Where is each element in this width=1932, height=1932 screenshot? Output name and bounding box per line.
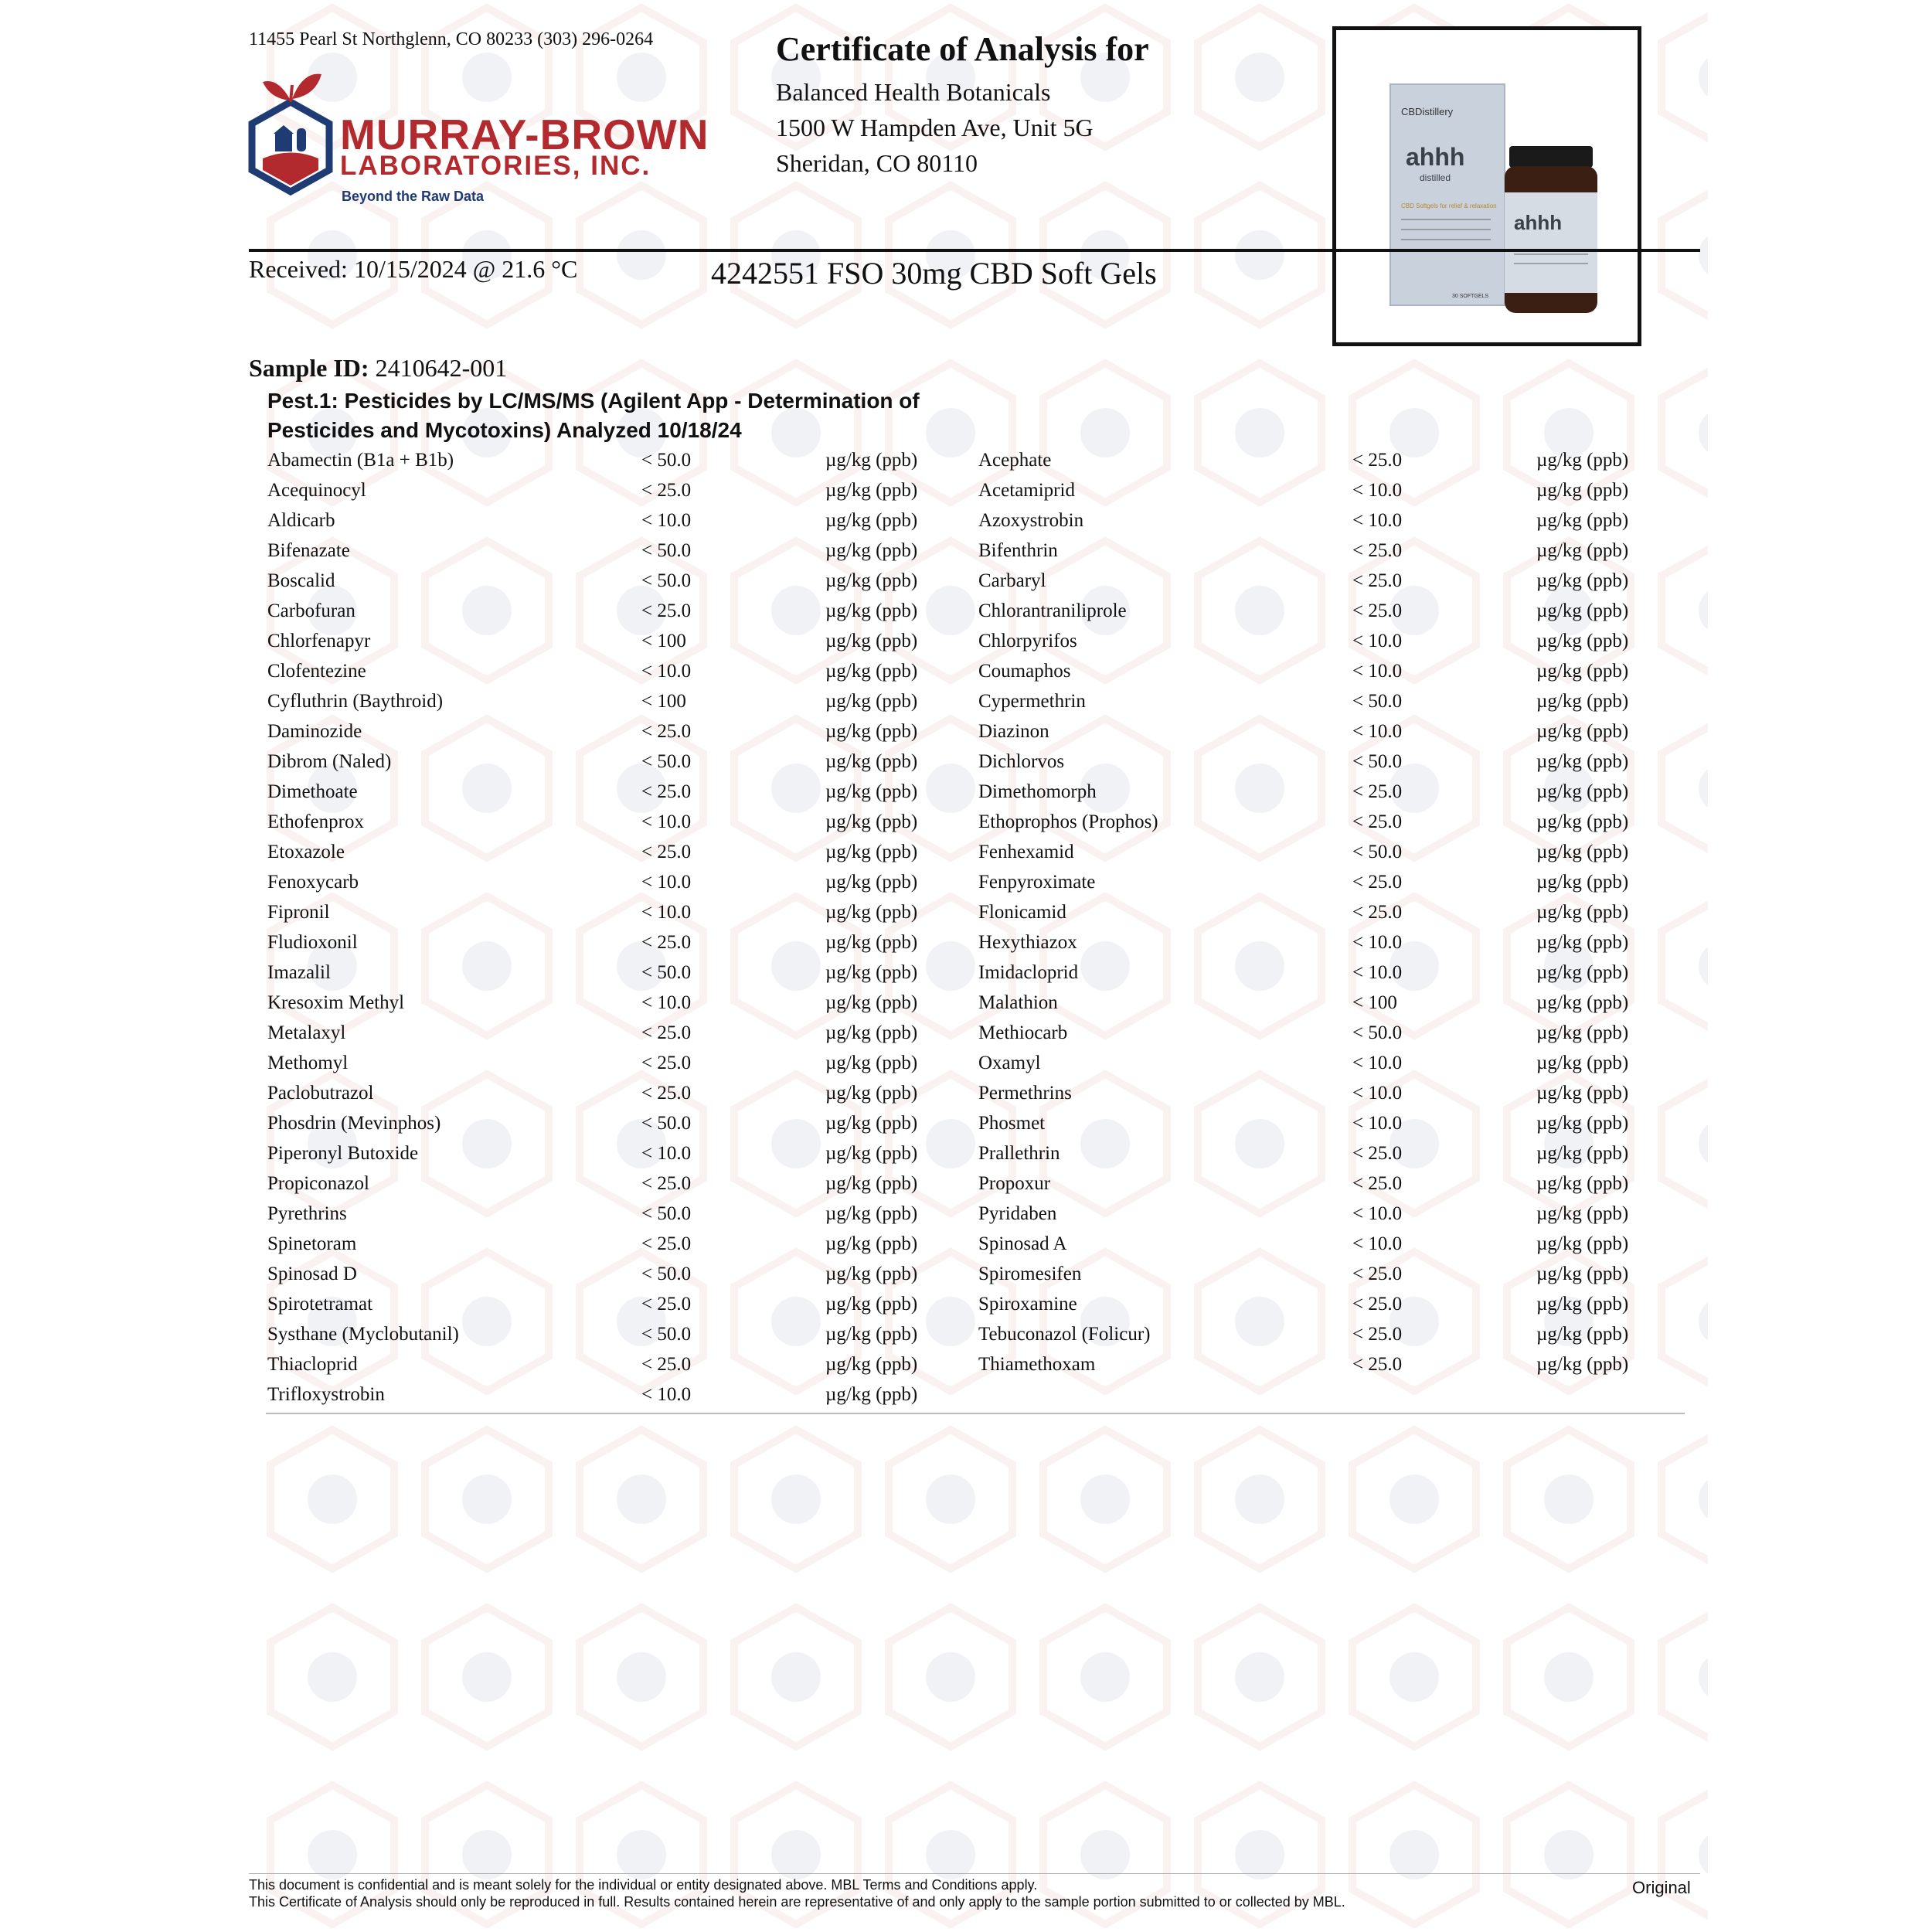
analyte-unit: µg/kg (ppb) xyxy=(825,691,918,712)
analyte-name: Bifenthrin xyxy=(978,540,1058,561)
footer-disclaimer xyxy=(249,1876,1345,1910)
client-name: Balanced Health Botanicals xyxy=(776,78,1051,106)
analyte-name: Spinosad D xyxy=(267,1264,357,1284)
result-row xyxy=(267,1143,932,1172)
box-count: 30 SOFTGELS xyxy=(1452,294,1489,299)
result-row xyxy=(267,1173,932,1202)
analyte-name: Etoxazole xyxy=(267,842,345,862)
result-row xyxy=(978,510,1643,539)
analyte-name: Acequinocyl xyxy=(267,480,366,501)
analyte-result: < 10.0 xyxy=(1352,721,1403,742)
analyte-name: Paclobutrazol xyxy=(267,1083,374,1104)
analyte-result: < 10.0 xyxy=(1352,1203,1403,1224)
footer-line-1: This document is confidential and is meant solely for the individual or entity designated above. MBL Terms and Conditions apply. xyxy=(249,1877,1038,1893)
analyte-unit: µg/kg (ppb) xyxy=(825,992,918,1013)
analyte-result: < 10.0 xyxy=(641,902,692,923)
analyte-result: < 25.0 xyxy=(1352,1173,1403,1194)
result-row xyxy=(267,842,932,871)
analyte-name: Imazalil xyxy=(267,962,331,983)
analyte-unit: µg/kg (ppb) xyxy=(825,1324,918,1345)
result-row xyxy=(267,932,932,961)
analyte-result: < 10.0 xyxy=(1352,962,1403,983)
analyte-unit: µg/kg (ppb) xyxy=(825,1143,918,1164)
result-row xyxy=(978,1264,1643,1293)
analyte-result: < 50.0 xyxy=(641,1324,692,1345)
analyte-name: Daminozide xyxy=(267,721,362,742)
analyte-name: Thiamethoxam xyxy=(978,1354,1096,1375)
analyte-unit: µg/kg (ppb) xyxy=(1536,631,1629,651)
result-row xyxy=(978,1143,1643,1172)
result-row xyxy=(978,842,1643,871)
analyte-name: Cyfluthrin (Baythroid) xyxy=(267,691,444,712)
result-row xyxy=(978,631,1643,660)
analyte-name: Azoxystrobin xyxy=(978,510,1084,531)
analyte-name: Dimethoate xyxy=(267,781,358,802)
result-row xyxy=(978,570,1643,600)
analyte-unit: µg/kg (ppb) xyxy=(825,1294,918,1315)
analyte-unit: µg/kg (ppb) xyxy=(825,751,918,772)
analyte-name: Fipronil xyxy=(267,902,330,923)
analyte-result: < 25.0 xyxy=(1352,1143,1403,1164)
analyte-result: < 10.0 xyxy=(1352,932,1403,953)
analyte-unit: µg/kg (ppb) xyxy=(1536,1324,1629,1345)
analyte-result: < 10.0 xyxy=(641,811,692,832)
analyte-unit: µg/kg (ppb) xyxy=(1536,1264,1629,1284)
result-row xyxy=(267,811,932,841)
analyte-unit: µg/kg (ppb) xyxy=(825,1354,918,1375)
analyte-result: < 10.0 xyxy=(1352,1083,1403,1104)
analyte-result: < 10.0 xyxy=(641,510,692,531)
analyte-result: < 25.0 xyxy=(1352,1294,1403,1315)
analyte-result: < 50.0 xyxy=(641,540,692,561)
analyte-result: < 10.0 xyxy=(641,1143,692,1164)
analyte-unit: µg/kg (ppb) xyxy=(825,450,918,471)
result-row xyxy=(267,1324,932,1353)
analyte-unit: µg/kg (ppb) xyxy=(1536,480,1629,501)
analyte-name: Acetamiprid xyxy=(978,480,1075,501)
result-row xyxy=(978,1233,1643,1263)
footer-rule xyxy=(249,1873,1700,1874)
analyte-unit: µg/kg (ppb) xyxy=(1536,811,1629,832)
result-row xyxy=(267,962,932,992)
result-row xyxy=(267,781,932,811)
analyte-unit: µg/kg (ppb) xyxy=(825,1113,918,1134)
analyte-result: < 100 xyxy=(1352,992,1397,1013)
result-row xyxy=(978,540,1643,570)
result-row xyxy=(978,872,1643,901)
analyte-result: < 10.0 xyxy=(1352,1113,1403,1134)
product-photo xyxy=(1332,26,1641,346)
result-row xyxy=(267,902,932,931)
analyte-result: < 10.0 xyxy=(641,1384,692,1405)
analyte-unit: µg/kg (ppb) xyxy=(825,1264,918,1284)
result-row xyxy=(978,1022,1643,1052)
analyte-name: Ethofenprox xyxy=(267,811,364,832)
analyte-unit: µg/kg (ppb) xyxy=(825,1083,918,1104)
analyte-result: < 50.0 xyxy=(641,751,692,772)
analyte-name: Diazinon xyxy=(978,721,1049,742)
analyte-unit: µg/kg (ppb) xyxy=(825,721,918,742)
analyte-name: Prallethrin xyxy=(978,1143,1060,1164)
result-row xyxy=(267,872,932,901)
analyte-unit: µg/kg (ppb) xyxy=(1536,751,1629,772)
analyte-unit: µg/kg (ppb) xyxy=(1536,1083,1629,1104)
analyte-result: < 25.0 xyxy=(641,1294,692,1315)
analyte-result: < 25.0 xyxy=(1352,600,1403,621)
client-address-line2: Sheridan, CO 80110 xyxy=(776,149,978,177)
result-row xyxy=(978,1173,1643,1202)
result-row xyxy=(978,1294,1643,1323)
result-row xyxy=(267,480,932,509)
box-subtitle: distilled xyxy=(1420,172,1451,183)
result-row xyxy=(978,691,1643,720)
analyte-unit: µg/kg (ppb) xyxy=(1536,902,1629,923)
result-row xyxy=(978,480,1643,509)
analyte-name: Flonicamid xyxy=(978,902,1066,923)
analyte-result: < 50.0 xyxy=(641,450,692,471)
analyte-result: < 25.0 xyxy=(641,1083,692,1104)
analyte-result: < 100 xyxy=(641,691,686,712)
result-row xyxy=(267,600,932,630)
analyte-name: Trifloxystrobin xyxy=(267,1384,385,1405)
analyte-unit: µg/kg (ppb) xyxy=(825,1233,918,1254)
result-row xyxy=(267,1294,932,1323)
analyte-unit: µg/kg (ppb) xyxy=(1536,1022,1629,1043)
result-row xyxy=(978,781,1643,811)
analyte-unit: µg/kg (ppb) xyxy=(825,661,918,682)
analyte-name: Spinosad A xyxy=(978,1233,1067,1254)
analyte-result: < 25.0 xyxy=(1352,811,1403,832)
analyte-unit: µg/kg (ppb) xyxy=(825,811,918,832)
analyte-unit: µg/kg (ppb) xyxy=(1536,540,1629,561)
lab-logo-icon xyxy=(247,62,334,202)
analyte-name: Chlorantraniliprole xyxy=(978,600,1127,621)
analyte-name: Acephate xyxy=(978,450,1052,471)
analyte-unit: µg/kg (ppb) xyxy=(825,902,918,923)
analyte-unit: µg/kg (ppb) xyxy=(1536,1173,1629,1194)
analyte-result: < 25.0 xyxy=(1352,570,1403,591)
result-row xyxy=(267,1203,932,1233)
analyte-result: < 25.0 xyxy=(1352,872,1403,893)
footer-line-2: This Certificate of Analysis should only be reproduced in full. Results contained herein are representative of and only apply to the sample portion submitted to or collected by MBL. xyxy=(249,1894,1345,1910)
analyte-name: Dimethomorph xyxy=(978,781,1097,802)
analyte-unit: µg/kg (ppb) xyxy=(1536,691,1629,712)
result-row xyxy=(267,631,932,660)
result-row xyxy=(267,1384,932,1413)
lab-address: 11455 Pearl St Northglenn, CO 80233 (303) 296-0264 xyxy=(249,29,654,49)
analyte-result: < 25.0 xyxy=(641,721,692,742)
analyte-unit: µg/kg (ppb) xyxy=(1536,1143,1629,1164)
box-brand: CBDistillery xyxy=(1401,106,1454,117)
analyte-result: < 10.0 xyxy=(1352,1053,1403,1073)
box-desc: CBD Softgels for relief & relaxation xyxy=(1401,202,1497,209)
analyte-name: Pyrethrins xyxy=(267,1203,347,1224)
analyte-name: Methomyl xyxy=(267,1053,349,1073)
analyte-result: < 10.0 xyxy=(641,661,692,682)
analyte-name: Pyridaben xyxy=(978,1203,1057,1224)
analyte-result: < 25.0 xyxy=(1352,540,1403,561)
analyte-unit: µg/kg (ppb) xyxy=(1536,450,1629,471)
sample-id-label: Sample ID: xyxy=(249,354,369,382)
analyte-unit: µg/kg (ppb) xyxy=(1536,1203,1629,1224)
analyte-unit: µg/kg (ppb) xyxy=(1536,872,1629,893)
analyte-unit: µg/kg (ppb) xyxy=(825,540,918,561)
analyte-unit: µg/kg (ppb) xyxy=(1536,1113,1629,1134)
analyte-name: Spiroxamine xyxy=(978,1294,1077,1315)
analyte-name: Thiacloprid xyxy=(267,1354,358,1375)
analyte-unit: µg/kg (ppb) xyxy=(825,1022,918,1043)
analyte-result: < 50.0 xyxy=(641,962,692,983)
result-row xyxy=(978,1083,1643,1112)
analyte-name: Dichlorvos xyxy=(978,751,1065,772)
result-row xyxy=(267,1022,932,1052)
analyte-name: Kresoxim Methyl xyxy=(267,992,405,1013)
analyte-result: < 50.0 xyxy=(641,1113,692,1134)
analyte-result: < 25.0 xyxy=(1352,450,1403,471)
analyte-unit: µg/kg (ppb) xyxy=(1536,992,1629,1013)
lab-name-line2: LABORATORIES, INC. xyxy=(340,151,651,181)
analyte-unit: µg/kg (ppb) xyxy=(1536,721,1629,742)
analyte-unit: µg/kg (ppb) xyxy=(1536,842,1629,862)
analyte-name: Systhane (Myclobutanil) xyxy=(267,1324,459,1345)
analyte-name: Fludioxonil xyxy=(267,932,358,953)
lab-name-line1: MURRAY-BROWN xyxy=(340,111,709,158)
result-row xyxy=(978,992,1643,1022)
lab-tagline: Beyond the Raw Data xyxy=(342,189,485,204)
analyte-result: < 25.0 xyxy=(641,781,692,802)
analyte-result: < 100 xyxy=(641,631,686,651)
analyte-unit: µg/kg (ppb) xyxy=(825,631,918,651)
analyte-result: < 50.0 xyxy=(1352,842,1403,862)
result-row xyxy=(267,540,932,570)
analyte-name: Spiromesifen xyxy=(978,1264,1082,1284)
result-row xyxy=(978,661,1643,690)
result-row xyxy=(267,510,932,539)
analyte-unit: µg/kg (ppb) xyxy=(1536,932,1629,953)
product-photo-image xyxy=(1336,30,1638,342)
result-row xyxy=(267,661,932,690)
analyte-result: < 50.0 xyxy=(641,1203,692,1224)
analyte-result: < 25.0 xyxy=(641,1022,692,1043)
analyte-unit: µg/kg (ppb) xyxy=(1536,661,1629,682)
analyte-result: < 25.0 xyxy=(1352,1264,1403,1284)
analyte-result: < 25.0 xyxy=(641,600,692,621)
analyte-unit: µg/kg (ppb) xyxy=(1536,570,1629,591)
result-row xyxy=(978,600,1643,630)
analyte-result: < 50.0 xyxy=(1352,691,1403,712)
analyte-unit: µg/kg (ppb) xyxy=(1536,1294,1629,1315)
analyte-name: Phosmet xyxy=(978,1113,1046,1134)
analyte-unit: µg/kg (ppb) xyxy=(825,1053,918,1073)
analyte-unit: µg/kg (ppb) xyxy=(825,962,918,983)
box-title: ahhh xyxy=(1406,143,1465,171)
analyte-unit: µg/kg (ppb) xyxy=(1536,1233,1629,1254)
analyte-name: Boscalid xyxy=(267,570,335,591)
analyte-result: < 25.0 xyxy=(641,1233,692,1254)
result-row xyxy=(978,1354,1643,1383)
analyte-result: < 10.0 xyxy=(1352,480,1403,501)
analyte-name: Fenhexamid xyxy=(978,842,1074,862)
analyte-name: Phosdrin (Mevinphos) xyxy=(267,1113,441,1134)
analyte-name: Piperonyl Butoxide xyxy=(267,1143,419,1164)
analyte-name: Dibrom (Naled) xyxy=(267,751,392,772)
sample-id-value: 2410642-001 xyxy=(375,354,508,382)
analyte-result: < 25.0 xyxy=(1352,1354,1403,1375)
table-end-rule xyxy=(266,1413,1685,1414)
client-address-line1: 1500 W Hampden Ave, Unit 5G xyxy=(776,114,1094,141)
result-row xyxy=(267,992,932,1022)
result-row xyxy=(267,1233,932,1263)
analyte-result: < 10.0 xyxy=(1352,510,1403,531)
svg-text:ahhh: ahhh xyxy=(1514,211,1563,234)
analyte-result: < 50.0 xyxy=(1352,751,1403,772)
analyte-unit: µg/kg (ppb) xyxy=(1536,781,1629,802)
analyte-unit: µg/kg (ppb) xyxy=(825,781,918,802)
analyte-result: < 10.0 xyxy=(641,872,692,893)
analyte-name: Tebuconazol (Folicur) xyxy=(978,1324,1151,1345)
result-row xyxy=(267,1264,932,1293)
analyte-name: Bifenazate xyxy=(267,540,350,561)
analyte-name: Metalaxyl xyxy=(267,1022,346,1043)
analyte-result: < 10.0 xyxy=(641,992,692,1013)
analyte-result: < 25.0 xyxy=(1352,1324,1403,1345)
analyte-unit: µg/kg (ppb) xyxy=(825,600,918,621)
result-row xyxy=(978,902,1643,931)
analyte-result: < 10.0 xyxy=(1352,631,1403,651)
result-row xyxy=(978,932,1643,961)
analyte-result: < 25.0 xyxy=(641,480,692,501)
analyte-name: Carbaryl xyxy=(978,570,1046,591)
analyte-name: Imidacloprid xyxy=(978,962,1079,983)
analyte-name: Spirotetramat xyxy=(267,1294,373,1315)
analyte-name: Coumaphos xyxy=(978,661,1071,682)
analyte-name: Chlorfenapyr xyxy=(267,631,371,651)
analyte-result: < 25.0 xyxy=(641,932,692,953)
analyte-name: Carbofuran xyxy=(267,600,355,621)
result-row xyxy=(267,570,932,600)
result-row xyxy=(267,1053,932,1082)
analyte-name: Aldicarb xyxy=(267,510,335,531)
analyte-unit: µg/kg (ppb) xyxy=(1536,1354,1629,1375)
analyte-result: < 50.0 xyxy=(1352,1022,1403,1043)
analyte-name: Fenpyroximate xyxy=(978,872,1096,893)
analyte-result: < 25.0 xyxy=(1352,781,1403,802)
analyte-result: < 10.0 xyxy=(1352,661,1403,682)
analyte-name: Chlorpyrifos xyxy=(978,631,1077,651)
result-row xyxy=(978,962,1643,992)
analyte-result: < 50.0 xyxy=(641,1264,692,1284)
analyte-unit: µg/kg (ppb) xyxy=(1536,600,1629,621)
analyte-name: Oxamyl xyxy=(978,1053,1041,1073)
header-rule xyxy=(249,249,1700,252)
analyte-unit: µg/kg (ppb) xyxy=(825,480,918,501)
result-row xyxy=(978,751,1643,781)
result-row xyxy=(978,721,1643,750)
analyte-unit: µg/kg (ppb) xyxy=(825,842,918,862)
analyte-result: < 50.0 xyxy=(641,570,692,591)
received-info: Received: 10/15/2024 @ 21.6 °C xyxy=(249,255,578,283)
analyte-result: < 25.0 xyxy=(641,1173,692,1194)
document-status: Original xyxy=(1632,1878,1691,1897)
result-row xyxy=(267,691,932,720)
analyte-name: Hexythiazox xyxy=(978,932,1077,953)
analyte-result: < 25.0 xyxy=(1352,902,1403,923)
result-row xyxy=(267,1354,932,1383)
analyte-result: < 25.0 xyxy=(641,1354,692,1375)
result-row xyxy=(978,1053,1643,1082)
result-row xyxy=(267,751,932,781)
result-row xyxy=(978,1203,1643,1233)
analyte-unit: µg/kg (ppb) xyxy=(825,1173,918,1194)
analyte-result: < 25.0 xyxy=(641,842,692,862)
client-block xyxy=(776,74,1094,181)
analyte-name: Methiocarb xyxy=(978,1022,1068,1043)
analyte-result: < 25.0 xyxy=(641,1053,692,1073)
analyte-unit: µg/kg (ppb) xyxy=(825,1203,918,1224)
method-title: Pest.1: Pesticides by LC/MS/MS (Agilent App - Determination of Pesticides and Mycotoxins) Analyzed 10/18/24 xyxy=(267,389,920,442)
analyte-unit: µg/kg (ppb) xyxy=(825,570,918,591)
product-name: 4242551 FSO 30mg CBD Soft Gels xyxy=(711,256,1157,291)
analyte-result: < 10.0 xyxy=(1352,1233,1403,1254)
sample-id xyxy=(249,354,507,383)
analyte-name: Spinetoram xyxy=(267,1233,357,1254)
analyte-unit: µg/kg (ppb) xyxy=(825,510,918,531)
analyte-name: Ethoprophos (Prophos) xyxy=(978,811,1158,832)
analyte-unit: µg/kg (ppb) xyxy=(1536,1053,1629,1073)
analyte-name: Abamectin (B1a + B1b) xyxy=(267,450,454,471)
analyte-name: Permethrins xyxy=(978,1083,1072,1104)
analyte-unit: µg/kg (ppb) xyxy=(1536,510,1629,531)
result-row xyxy=(978,450,1643,479)
analyte-name: Cypermethrin xyxy=(978,691,1086,712)
analyte-unit: µg/kg (ppb) xyxy=(1536,962,1629,983)
analyte-name: Fenoxycarb xyxy=(267,872,359,893)
result-row xyxy=(978,1113,1643,1142)
result-row xyxy=(978,1324,1643,1353)
analyte-unit: µg/kg (ppb) xyxy=(825,872,918,893)
result-row xyxy=(978,811,1643,841)
result-row xyxy=(267,721,932,750)
analyte-name: Propoxur xyxy=(978,1173,1051,1194)
analyte-name: Propiconazol xyxy=(267,1173,369,1194)
analyte-name: Clofentezine xyxy=(267,661,366,682)
analyte-name: Malathion xyxy=(978,992,1058,1013)
certificate-title: Certificate of Analysis for xyxy=(776,30,1149,68)
analyte-unit: µg/kg (ppb) xyxy=(825,932,918,953)
result-row xyxy=(267,450,932,479)
analyte-unit: µg/kg (ppb) xyxy=(825,1384,918,1405)
result-row xyxy=(267,1113,932,1142)
result-row xyxy=(267,1083,932,1112)
